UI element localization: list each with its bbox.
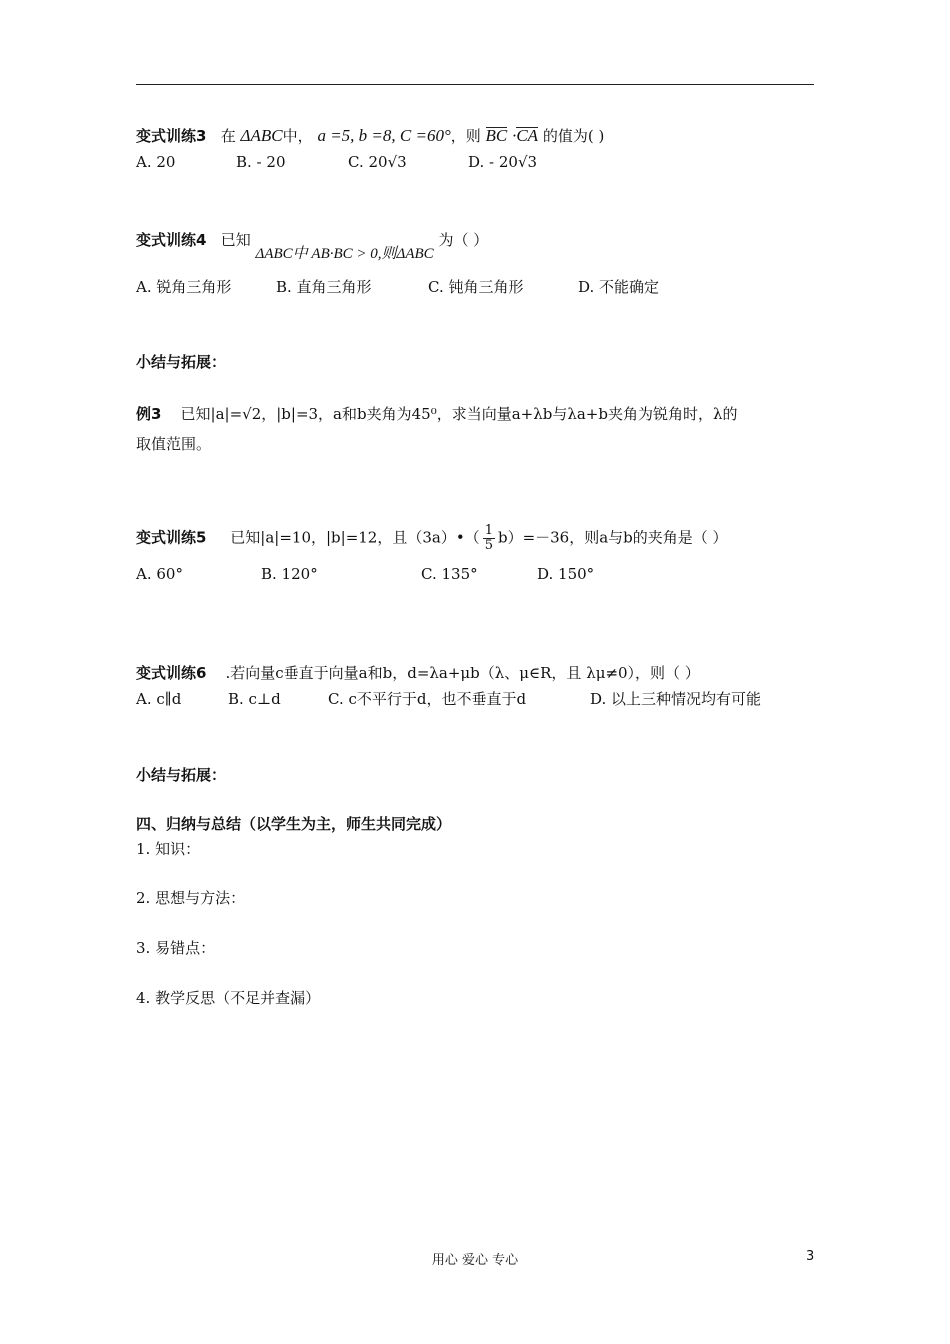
- fraction-one-fifth: $\frac{1}{5}$: [484, 523, 493, 553]
- triangle-symbol: ΔABC: [240, 126, 283, 145]
- summary-heading-2: 小结与拓展：: [136, 766, 227, 784]
- option-c: C. c不平行于d，也不垂直于d: [328, 690, 527, 708]
- exercise-6-label: 变式训练6: [136, 664, 207, 682]
- option-c: C. 135°: [421, 565, 478, 583]
- exercise-3-label: 变式训练3: [136, 127, 207, 145]
- option-d: D. 不能确定: [578, 278, 660, 296]
- exercise-3-conditions: a =5, b =8, C =60°: [317, 126, 451, 145]
- option-a: A. 锐角三角形: [136, 278, 232, 296]
- option-a: A. c∥d: [136, 690, 182, 708]
- section-4-item-reflection: 4. 教学反思（不足并查漏）: [136, 989, 321, 1007]
- section-4-item-pitfalls: 3. 易错点：: [136, 939, 216, 957]
- option-b: B. 120°: [261, 565, 318, 583]
- example-3-line-2: 取值范围。: [136, 435, 212, 453]
- page-number: 3: [806, 1249, 815, 1264]
- exercise-4-condition: ΔABC中 AB·BC > 0,则ΔABC: [255, 246, 434, 262]
- section-4-title: 四、归纳与总结（以学生为主，师生共同完成）: [136, 815, 452, 833]
- option-b: B. 直角三角形: [276, 278, 372, 296]
- exercise-6-question: 变式训练6 .若向量c垂直于向量a和b，d=λa+μb（λ、μ∈R，且 λμ≠0），则（ ）: [136, 664, 700, 682]
- exercise-5-question: 变式训练5 已知|a|=10，|b|=12，且（3a）•（ $\frac{1}{5}$ b）=－36，则a与b的夹角是（ ）: [136, 523, 728, 553]
- exercise-5-label: 变式训练5: [136, 528, 207, 547]
- exercise-4-label: 变式训练4: [136, 231, 207, 249]
- exercise-5-options: [136, 564, 594, 584]
- exercise-4-question: 变式训练4 已知 ΔABC中 AB·BC > 0,则ΔABC 为（ ）: [136, 231, 489, 262]
- option-c: C. 钝角三角形: [428, 278, 524, 296]
- exercise-4-options: [136, 277, 659, 297]
- option-b: B. c⊥d: [228, 690, 281, 708]
- option-d: D. 150°: [537, 565, 595, 583]
- example-3-line-1: 例3 已知|a|=√2，|b|=3，a和b夹角为45⁰，求当向量a+λb与λa+b夹角为锐角时，λ的: [136, 405, 738, 423]
- section-4-item-knowledge: 1. 知识：: [136, 840, 201, 858]
- option-a: A. 20: [136, 153, 176, 171]
- summary-heading-1: 小结与拓展：: [136, 353, 227, 371]
- option-c: C. 20√3: [348, 153, 407, 171]
- header-rule: [136, 84, 814, 85]
- exercise-3-options: [136, 152, 537, 172]
- footer-motto: 用心 爱心 专心: [431, 1253, 519, 1268]
- vector-bc: BC: [485, 126, 508, 145]
- section-4-item-methods: 2. 思想与方法：: [136, 889, 246, 907]
- vector-ca: CA: [516, 126, 539, 145]
- exercise-3-question: 变式训练3 在 ΔABC中， a =5, b =8, C =60°，则 BC ·CA 的值为( ): [136, 126, 605, 145]
- option-b: B. - 20: [236, 153, 286, 171]
- exercise-6-options: [136, 689, 761, 709]
- example-3-label: 例3: [136, 405, 162, 423]
- option-d: D. 以上三种情况均有可能: [590, 690, 762, 708]
- option-a: A. 60°: [136, 565, 183, 583]
- option-d: D. - 20√3: [468, 153, 538, 171]
